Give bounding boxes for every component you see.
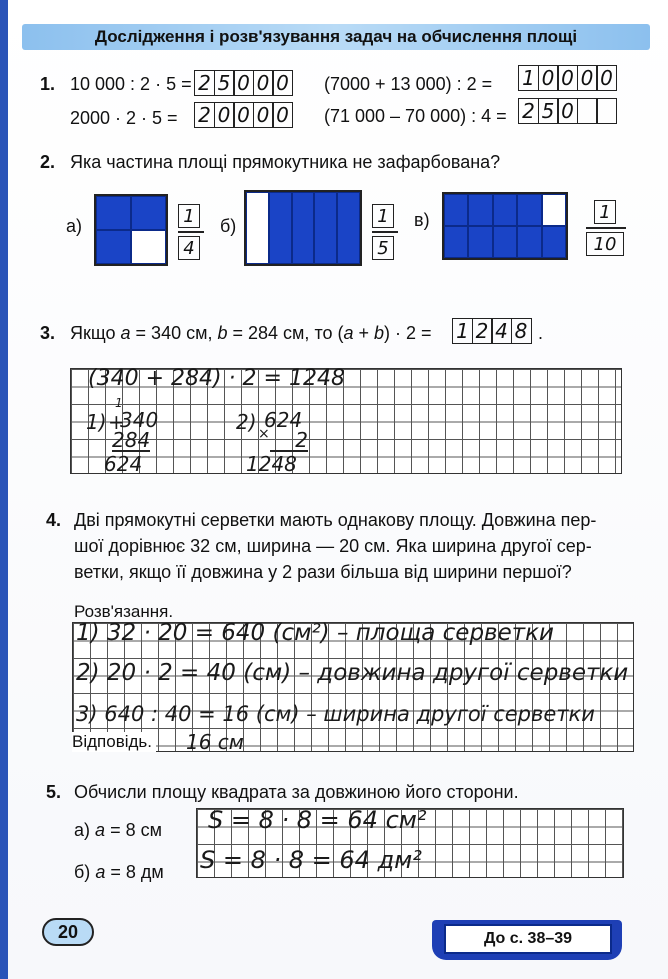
text-prefix: Якщо: [70, 323, 116, 343]
hw-step1-label: 1): [86, 410, 107, 434]
answer-digit: 0: [538, 65, 559, 91]
label-a: а): [74, 820, 91, 840]
task5-question: Обчисли площу квадрата за довжиною його сторони.: [74, 782, 519, 802]
fraction-a: [178, 204, 202, 260]
shaded-cell: [468, 226, 492, 258]
task4-line2: шої дорівнює 32 см, ширина — 20 см. Яка ширина другої сер-: [74, 536, 592, 556]
hw-step1-plus: +: [108, 410, 125, 434]
answer-digit: 8: [511, 318, 532, 344]
value-b: = 284 см, то (: [232, 323, 344, 343]
hw-task4-answer: 16 см: [186, 730, 244, 754]
shaded-cell: [337, 192, 360, 264]
numerator: 1: [372, 204, 394, 228]
task2-number: 2.: [40, 152, 56, 172]
value-a: = 8 см: [110, 820, 162, 840]
expr-b: b: [374, 323, 385, 343]
denominator: 5: [372, 236, 394, 260]
hw-step2-result: 1248: [246, 452, 297, 476]
value-a: = 340 см,: [135, 323, 213, 343]
task3-condition: [70, 323, 432, 344]
answer-digit: 2: [518, 98, 539, 124]
answer-digit: 5: [538, 98, 559, 124]
left-border-band: [0, 0, 8, 979]
answer-digit: 0: [557, 98, 578, 124]
shaded-cell: [292, 192, 315, 264]
hw-task4-line1: 1) 32 · 20 = 640 (см²) – площа серветки: [76, 620, 554, 646]
answer-digit: 0: [233, 70, 254, 96]
task1-answer-3: [194, 102, 292, 128]
hw-step1-b: 284: [112, 428, 151, 452]
denominator: 10: [586, 232, 624, 256]
answer-digit: 0: [596, 65, 617, 91]
hw-step1-a: 340: [120, 408, 159, 432]
value-b: = 8 дм: [110, 862, 164, 882]
task2-a-label: а): [66, 216, 83, 236]
answer-digit: [596, 98, 617, 124]
hw-step2-a: 624: [264, 408, 303, 432]
task4-number: 4.: [46, 510, 62, 530]
solution-label: Розв'язання.: [74, 602, 174, 621]
task4-line1: Дві прямокутні серветки мають однакову площу. Довжина пер-: [74, 510, 597, 530]
answer-digit: 4: [491, 318, 512, 344]
answer-digit: 0: [272, 102, 293, 128]
shaded-cell: [96, 230, 131, 264]
var-a: a: [120, 323, 131, 343]
hw-step2-times: ×: [258, 426, 270, 442]
task3-period: .: [538, 323, 544, 343]
answer-digit: 0: [233, 102, 254, 128]
answer-digit: 2: [194, 102, 215, 128]
var-b: a: [95, 862, 106, 882]
task5-a: [74, 820, 162, 841]
fraction-bar: [586, 227, 626, 229]
shaded-cell: [314, 192, 337, 264]
shaded-cell: [468, 194, 492, 226]
hw-task4-line2: 2) 20 · 2 = 40 (см) – довжина другої серветки: [76, 660, 629, 686]
shaded-cell: [542, 226, 566, 258]
task1-answer-1: [194, 70, 292, 96]
shaded-cell: [269, 192, 292, 264]
task1-expr-1: 10 000 : 2 · 5 =: [70, 74, 192, 94]
label-b: б): [74, 862, 91, 882]
task1-answer-2: [518, 65, 616, 91]
task4-line3: ветки, якщо її довжина у 2 рази більша від ширини першої?: [74, 562, 572, 582]
task5-b: [74, 862, 164, 883]
page-reference: До с. 38–39: [444, 924, 612, 954]
answer-digit: 5: [214, 70, 235, 96]
shaded-cell: [444, 226, 468, 258]
hw-task5-a: S = 8 · 8 = 64 см²: [208, 806, 427, 834]
task2-question: Яка частина площі прямокутника не зафарбована?: [70, 152, 501, 172]
hw-task4-line3: 3) 640 : 40 = 16 (см) – ширина другої серветки: [76, 702, 595, 726]
task2-c-label: в): [414, 210, 430, 230]
rect-a: [94, 194, 168, 266]
task1-expr-3: 2000 · 2 · 5 =: [70, 108, 178, 128]
unshaded-cell: [131, 230, 166, 264]
fraction-bar: [178, 231, 204, 233]
hw-task5-b: S = 8 · 8 = 64 дм²: [200, 846, 422, 874]
numerator: 1: [594, 200, 616, 224]
task3-answer: [452, 318, 530, 344]
fraction-b: [372, 204, 396, 260]
answer-digit: 0: [253, 102, 274, 128]
numerator: 1: [178, 204, 200, 228]
var-b: b: [217, 323, 228, 343]
task2-b-label: б): [220, 216, 237, 236]
expr-suffix: ) · 2 =: [384, 323, 432, 343]
answer-digit: 0: [272, 70, 293, 96]
rect-b: [244, 190, 362, 266]
answer-digit: [577, 98, 598, 124]
expr-a: a: [343, 323, 354, 343]
hw-task3-line1: (340 + 284) · 2 = 1248: [88, 366, 345, 391]
answer-digit: 0: [253, 70, 274, 96]
task1-expr-4: (71 000 – 70 000) : 4 =: [324, 106, 507, 126]
hw-step2-label: 2): [236, 410, 257, 434]
answer-digit: 2: [472, 318, 493, 344]
shaded-cell: [444, 194, 468, 226]
hw-step2-b: 2: [270, 430, 308, 452]
var-a: a: [95, 820, 106, 840]
task5-number: 5.: [46, 782, 62, 802]
hw-step1-sum: 624: [104, 452, 143, 476]
answer-digit: 1: [518, 65, 539, 91]
task1-answer-4: [518, 98, 616, 124]
unshaded-cell: [542, 194, 566, 226]
task1-expr-2: (7000 + 13 000) : 2 =: [324, 74, 493, 94]
answer-digit: 0: [557, 65, 578, 91]
shaded-cell: [96, 196, 131, 230]
header-band: [22, 24, 650, 50]
shaded-cell: [493, 226, 517, 258]
denominator: 4: [178, 236, 200, 260]
shaded-cell: [517, 194, 541, 226]
hw-step1-carry: 1: [115, 396, 123, 410]
answer-digit: 0: [214, 102, 235, 128]
unshaded-cell: [246, 192, 269, 264]
shaded-cell: [493, 194, 517, 226]
expr-plus: +: [353, 323, 375, 343]
task1-number: 1.: [40, 74, 56, 94]
answer-digit: 1: [452, 318, 473, 344]
answer-label: Відповідь.: [72, 732, 156, 752]
answer-digit: 0: [577, 65, 598, 91]
page-title: Дослідження і розв'язування задач на обчислення площі: [94, 27, 578, 46]
shaded-cell: [517, 226, 541, 258]
fraction-bar: [372, 231, 398, 233]
task3-number: 3.: [40, 323, 56, 343]
rect-c: [442, 192, 568, 260]
answer-digit: 2: [194, 70, 215, 96]
shaded-cell: [131, 196, 166, 230]
page-number: 20: [42, 918, 94, 946]
fraction-c: [586, 200, 626, 256]
